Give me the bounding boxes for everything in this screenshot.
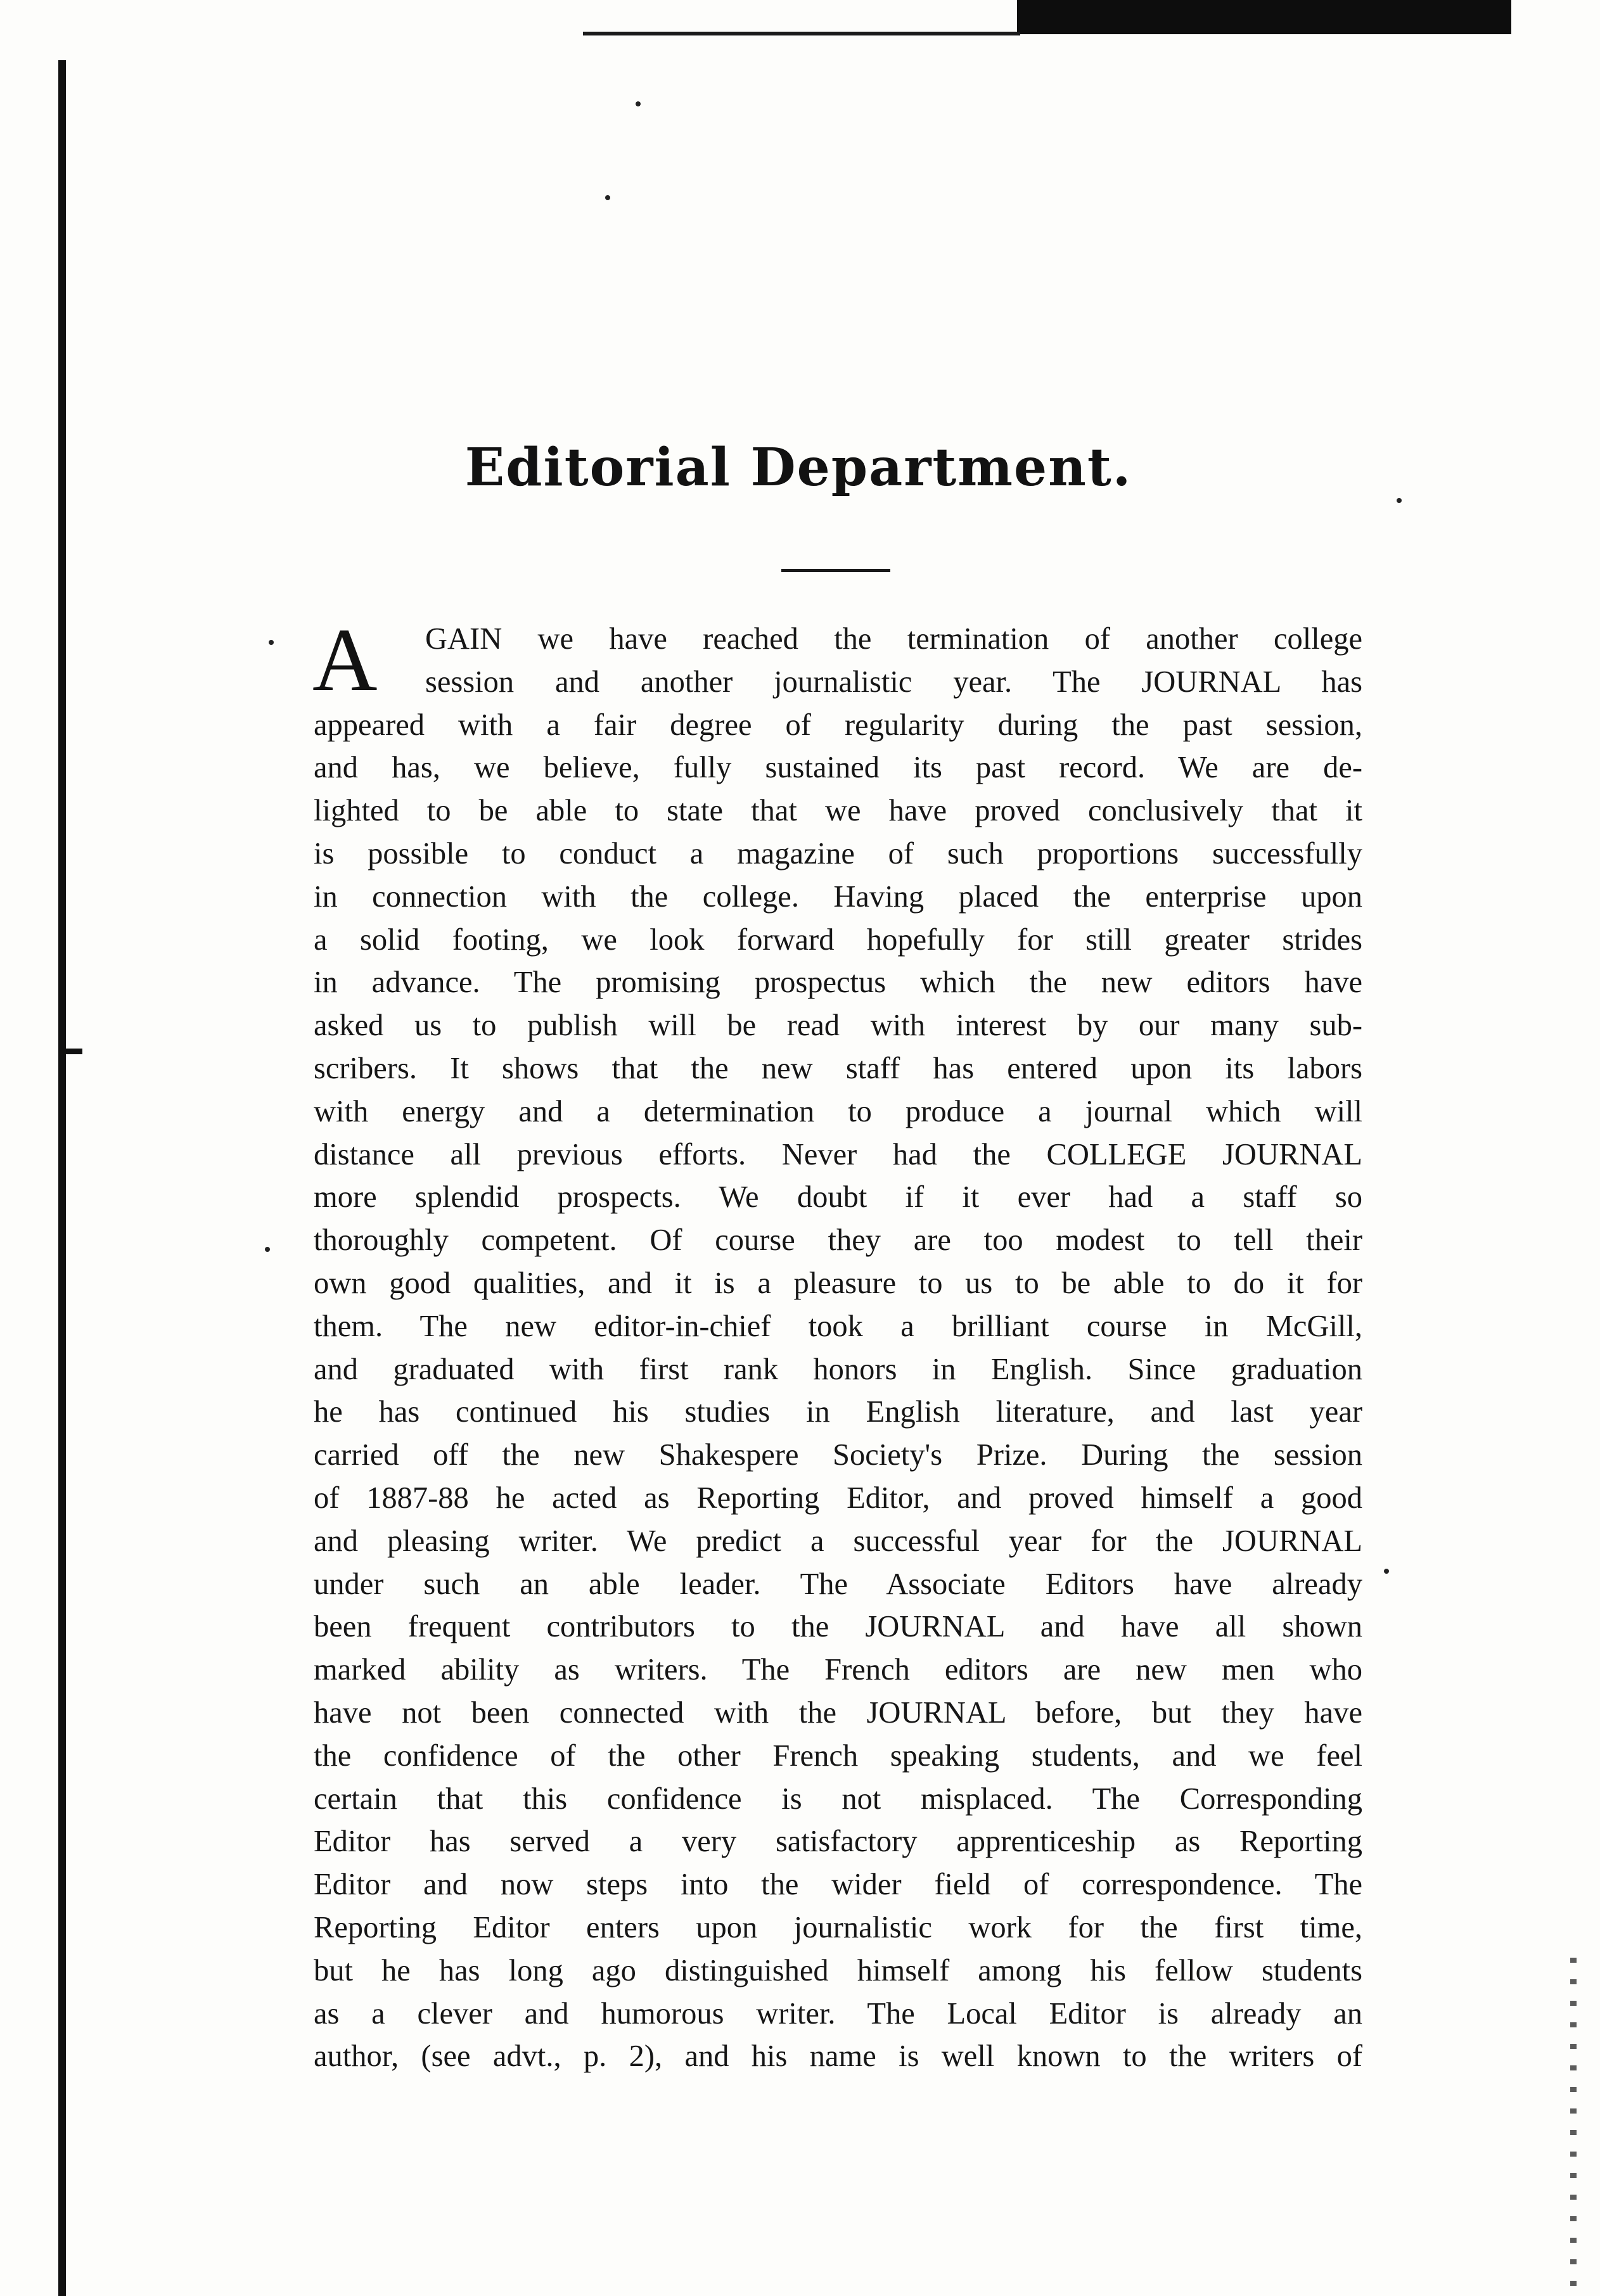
section-heading: Editorial Department. bbox=[464, 437, 1132, 498]
text-line: Editor and now steps into the wider field of correspondence. The bbox=[314, 1868, 1362, 1902]
text-line: of 1887-88 he acted as Reporting Editor, and proved himself a good bbox=[314, 1481, 1362, 1515]
text-line: Reporting Editor enters upon journalistic work for the first time, bbox=[314, 1910, 1362, 1944]
text-line: lighted to be able to state that we have proved conclusively that it bbox=[314, 794, 1362, 828]
text-line-content: GAIN we have reached the termination of another college bbox=[425, 622, 1362, 656]
top-border-rule bbox=[1017, 0, 1511, 34]
text-line: more splendid prospects. We doubt if it ever had a staff so bbox=[314, 1180, 1362, 1215]
page-edge-marks bbox=[1570, 1958, 1577, 2293]
text-line: is possible to conduct a magazine of such proportions successfully bbox=[314, 836, 1362, 871]
left-border-rule bbox=[58, 60, 66, 2296]
text-line: a solid footing, we look forward hopefully for still greater strides bbox=[314, 922, 1362, 957]
text-line: appeared with a fair degree of regularity during the past session, bbox=[314, 708, 1362, 742]
ink-speck bbox=[1384, 1569, 1389, 1574]
text-line: asked us to publish will be read with interest by our many sub- bbox=[314, 1009, 1362, 1043]
text-line: certain that this confidence is not misplaced. The Corresponding bbox=[314, 1782, 1362, 1816]
text-line: in connection with the college. Having placed the enterprise upon bbox=[314, 879, 1362, 914]
text-line: have not been connected with the JOURNAL before, but they have bbox=[314, 1695, 1362, 1730]
heading-divider bbox=[781, 569, 890, 572]
text-line: the confidence of the other French speaking students, and we feel bbox=[314, 1738, 1362, 1773]
text-line: under such an able leader. The Associate Editors have already bbox=[314, 1567, 1362, 1601]
text-line: and has, we believe, fully sustained its past record. We are de- bbox=[314, 751, 1362, 785]
text-line: Editor has served a very satisfactory apprenticeship as Reporting bbox=[314, 1825, 1362, 1859]
text-line: author, (see advt., p. 2), and his name is well known to the writers of bbox=[314, 2039, 1362, 2074]
text-line: and pleasing writer. We predict a successful year for the JOURNAL bbox=[314, 1524, 1362, 1558]
text-line: thoroughly competent. Of course they are too modest to tell their bbox=[314, 1223, 1362, 1258]
text-line: been frequent contributors to the JOURNAL and have all shown bbox=[314, 1610, 1362, 1644]
text-line: session and another journalistic year. The JOURNAL has bbox=[425, 665, 1362, 699]
ink-speck bbox=[1397, 498, 1402, 503]
ink-speck bbox=[265, 1247, 270, 1252]
text-line: carried off the new Shakespere Society's Prize. During the session bbox=[314, 1438, 1362, 1472]
ink-speck bbox=[269, 640, 274, 645]
top-border-thin-rule bbox=[583, 32, 1020, 35]
drop-cap: A bbox=[312, 609, 378, 710]
text-line: scribers. It shows that the new staff has entered upon its labors bbox=[314, 1051, 1362, 1085]
text-line: but he has long ago distinguished himself among his fellow students bbox=[314, 1953, 1362, 1987]
text-line: with energy and a determination to produce a journal which will bbox=[314, 1094, 1362, 1128]
text-line: distance all previous efforts. Never had the COLLEGE JOURNAL bbox=[314, 1137, 1362, 1171]
text-line: them. The new editor-in-chief took a brilliant course in McGill, bbox=[314, 1309, 1362, 1343]
text-line: he has continued his studies in English literature, and last year bbox=[314, 1395, 1362, 1429]
text-line: and graduated with first rank honors in English. Since graduation bbox=[314, 1352, 1362, 1386]
text-line: own good qualities, and it is a pleasure to us to be able to do it for bbox=[314, 1266, 1362, 1300]
text-line: as a clever and humorous writer. The Local Editor is already an bbox=[314, 1996, 1362, 2031]
text-line: marked ability as writers. The French editors are new men who bbox=[314, 1653, 1362, 1687]
article-body bbox=[312, 609, 1362, 2078]
text-line: in advance. The promising prospectus which the new editors have bbox=[314, 966, 1362, 1000]
ink-speck bbox=[605, 195, 610, 200]
left-border-notch bbox=[58, 1049, 82, 1054]
ink-speck bbox=[636, 101, 641, 106]
